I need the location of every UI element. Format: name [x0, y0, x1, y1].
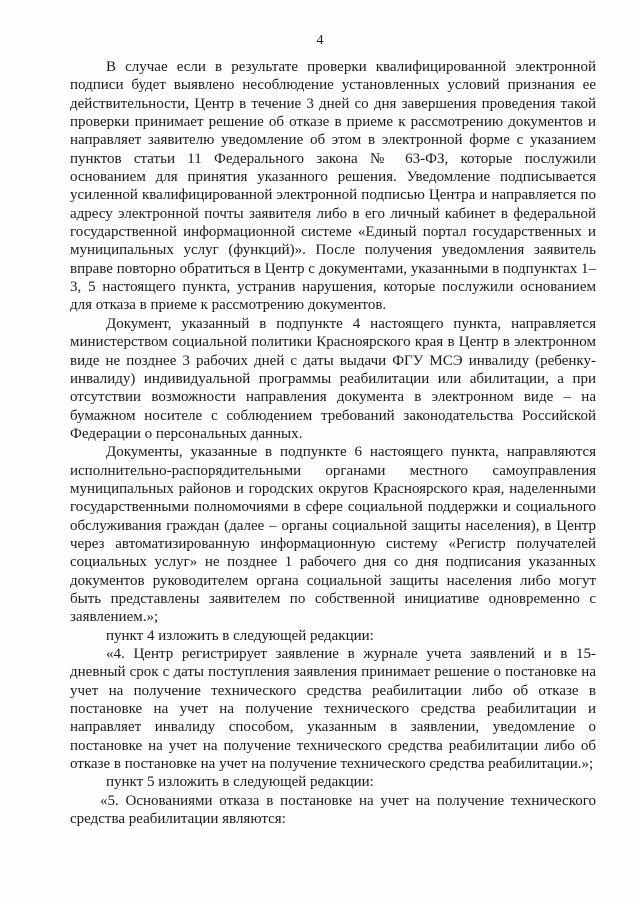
- paragraph-item-5-amendment: пункт 5 изложить в следующей редакции:: [106, 774, 374, 791]
- page-number: 4: [316, 33, 324, 48]
- paragraph-item-5-text: «5. Основаниями отказа в постановке на учет на получение технического средства реабилитации являются:: [70, 792, 596, 828]
- paragraph-documents-local-government: Документы, указанные в подпункте 6 настоящего пункта, направляются исполнительно-распорядительными органами местного самоуправления муниципальных районов и городских округов Красноярского края, наделенными государственными полномочиями в сфере социальной поддержки и социального обслуживания граждан (далее – органы социальной защиты населения), в Центр через автоматизированную информационную систему «Регистр получателей социальных услуг» не позднее 1 рабочего дня со дня подписания указанных документов руководителем органа социальной защиты населения либо могут быть представлены заявителем по собственной инициативе одновременно с заявлением.»;: [70, 444, 596, 626]
- document-body: [70, 58, 596, 828]
- paragraph-signature-check: В случае если в результате проверки квалифицированной электронной подписи будет выявлено несоблюдение установленных условий признания ее действительности, Центр в течение 3 дней со дня завершения проведения такой проверки принимает решение об отказе в приеме к рассмотрению документов и направляет заявителю уведомление об этом в электронной форме с указанием пунктов статьи 11 Федерального закона № 63-ФЗ, которые послужили основанием для принятия указанного решения. Уведомление подписывается усиленной квалифицированной электронной подписью Центра и направляется по адресу электронной почты заявителя либо в его личный кабинет в федеральной государственной информационной системе «Единый портал государственных и муниципальных услуг (функций)». После получения уведомления заявитель вправе повторно обратиться в Центр с документами, указанными в подпунктах 1–3, 5 настоящего пункта, устранив нарушения, которые послужили основанием для отказа в приеме к рассмотрению документов.: [70, 59, 596, 314]
- paragraph-item-4-amendment: пункт 4 изложить в следующей редакции:: [106, 627, 374, 644]
- paragraph-document-ministry: Документ, указанный в подпункте 4 настоящего пункта, направляется министерством социальной политики Красноярского края в Центр в электронном виде не позднее 3 рабочих дней с даты выдачи ФГУ МСЭ инвалиду (ребенку-инвалиду) индивидуальной программы реабилитации или абилитации, а при отсутствии возможности направления документа в электронном виде – на бумажном носителе с соблюдением требований законодательства Российской Федерации о персональных данных.: [70, 315, 596, 442]
- paragraph-item-4-text: «4. Центр регистрирует заявление в журнале учета заявлений и в 15-дневный срок с даты поступления заявления принимает решение о постановке на учет на получение технического средства реабилитации либо об отказе в постановке на учет на получение технического средства реабилитации и направляет инвалиду способом, указанным в заявлении, уведомление о постановке на учет на получение технического средства реабилитации либо об отказе в постановке на учет на получение технического средства реабилитации.»;: [70, 646, 596, 773]
